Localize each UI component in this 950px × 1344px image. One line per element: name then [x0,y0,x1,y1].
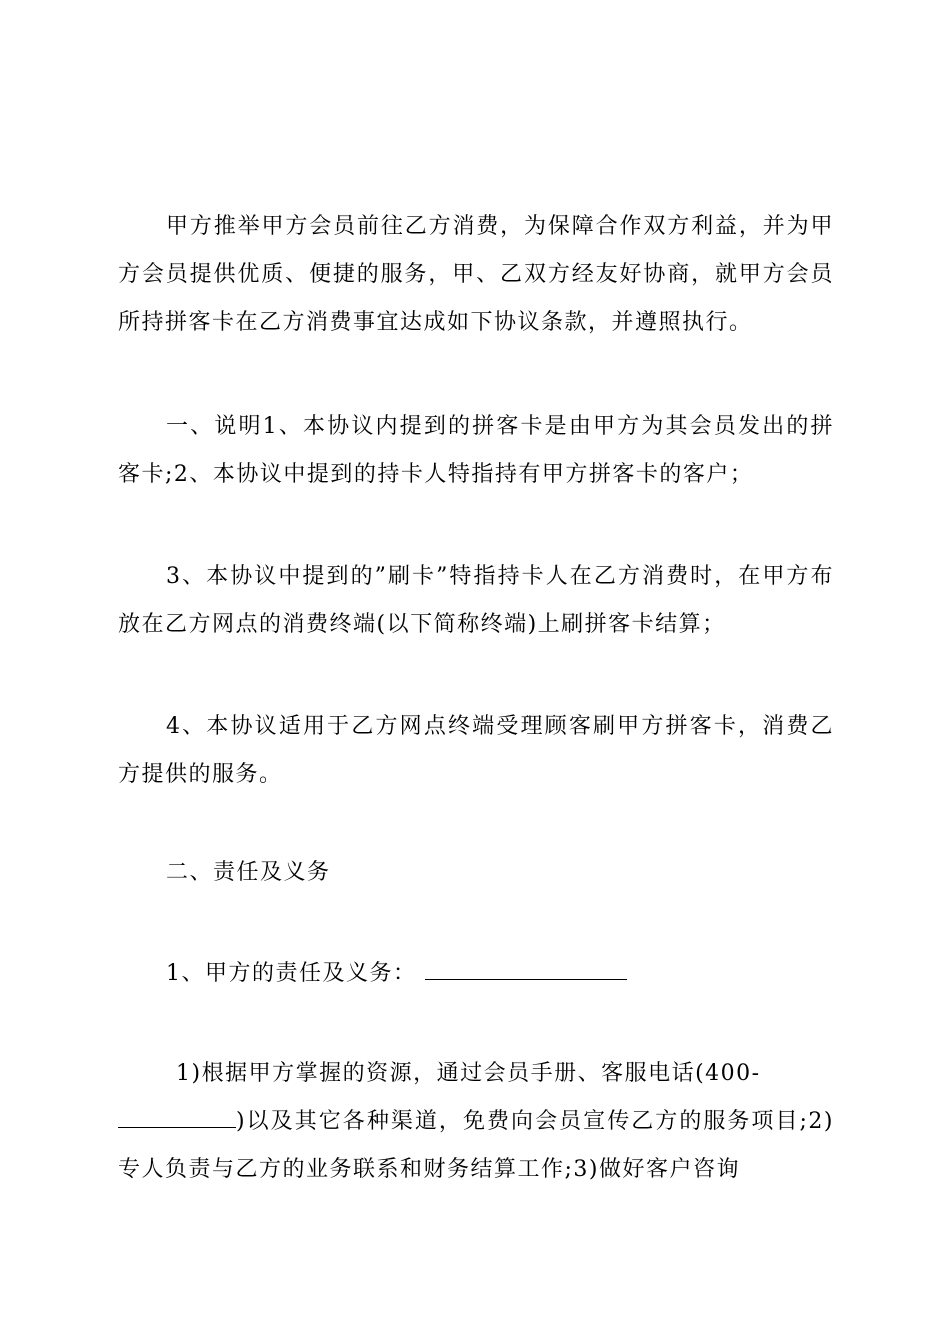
paragraph-intro: 甲方推举甲方会员前往乙方消费，为保障合作双方利益，并为甲方会员提供优质、便捷的服务，甲、乙双方经友好协商，就甲方会员所持拼客卡在乙方消费事宜达成如下协议条款，并遵照执行。 [118,214,834,335]
duties-text-part-1: 1)根据甲方掌握的资源，通过会员手册、客服电话(400- [176,1061,761,1086]
phone-number-blank-line [118,1105,236,1128]
paragraph-party-a-duties-heading [118,950,834,998]
paragraph-item-4: 4、本协议适用于乙方网点终端受理顾客刷甲方拼客卡，消费乙方提供的服务。 [118,714,834,787]
fill-in-blank-line [425,957,627,980]
duties-text-part-2: )以及其它各种渠道，免费向会员宣传乙方的服务项目;2)专人负责与乙方的业务联系和财务结算工作;3)做好客户咨询 [118,1109,834,1182]
heading-section-2: 二、责任及义务 [166,860,331,885]
paragraph-party-a-duties-list [118,1050,834,1194]
paragraph-section-1-explanation: 一、说明1、本协议内提到的拼客卡是由甲方为其会员发出的拼客卡;2、本协议中提到的持卡人特指持有甲方拼客卡的客户； [118,414,834,487]
party-a-duties-label: 1、甲方的责任及义务： [166,961,417,986]
paragraph-item-3: 3、本协议中提到的”刷卡”特指持卡人在乙方消费时，在甲方布放在乙方网点的消费终端(以下简称终端)上刷拼客卡结算； [118,564,834,637]
